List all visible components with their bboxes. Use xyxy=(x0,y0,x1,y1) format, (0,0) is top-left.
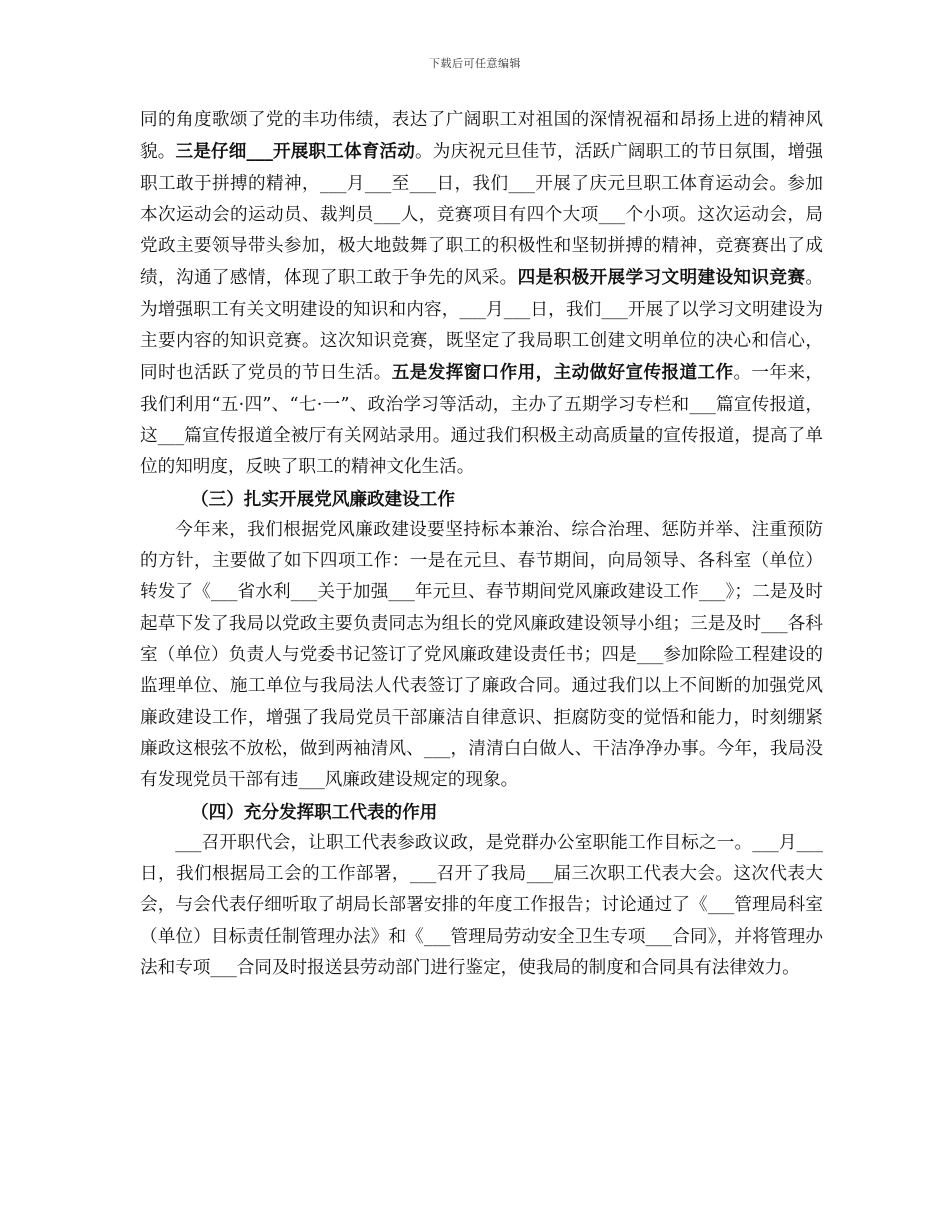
paragraph-integrity: 今年来，我们根据党风廉政建设要坚持标本兼治、综合治理、惩防并举、注重预防的方针，主要做了如下四项工作：一是在元旦、春节期间，向局领导、各科室（单位）转发了《___省水利___关于加强___年元旦、春节期间党风廉政建设工作___》；二是及时起草下发了我局以党政主要负责同志为组长的党风廉政建设领导小组；三是及时___各科室（单位）负责人与党委书记签订了党风廉政建设责任书；四是___参加除险工程建设的监理单位、施工单位与我局法人代表签订了廉政合同。通过我们以上不间断的加强党风廉政建设工作，增强了我局党员干部廉洁自律意识、拒腐防变的觉悟和能力，时刻绷紧廉政这根弦不放松，做到两袖清风、___，清清白白做人、干洁净净办事。今年，我局没有发现党员干部有违___风廉政建设规定的现象。 xyxy=(140,519,823,791)
bold-phrase-contest: 四是积极开展学习文明建设知识竞赛 xyxy=(517,267,806,289)
paragraph-text: 同的角度歌颂了党的丰功伟绩，表达了广阔职工对祖国的深情祝福和昂扬上进的精神风貌。 xyxy=(140,110,823,163)
section-heading-3: （三）扎实开展党风廉政建设工作 xyxy=(191,488,455,510)
paragraph-congress: ___召开职代会，让职工代表参政议政，是党群办公室职能工作目标之一。___月___日，我们根据局工会的工作部署，___召开了我局___届三次职工代表大会。这次代表大会，与会代表仔细听取了胡局长部署安排的年度工作报告；讨论通过了《___管理局科室（单位）目标责任制管理办法》和《___管理局劳动安全卫生专项___合同》，并将管理办法和专项___合同及时报送县劳动部门进行鉴定，使我局的制度和合同具有法律效力。 xyxy=(140,832,823,979)
paragraph-text: 。为庆祝元旦佳节，活跃广阔职工的节日氛围，增强职工敢于拼搏的精神，___月___至___日，我们___开展了庆元旦职工体育运动会。参加本次运动会的运动员、裁判员___人，竞赛项目有四个大项___个小项。这次运动会，局党政主要领导带头参加，极大地鼓舞了职工的积极性和坚韧拼搏的精神，竞赛赛出了成绩，沟通了感情，体现了职工敢于争先的风采。 xyxy=(140,142,823,289)
paragraph-text: 。一年来，我们利用“五·四”、“七·一”、政治学习等活动，主办了五期学习专栏和___篇宣传报道，这___篇宣传报道全被厅有关网站录用。通过我们积极主动高质量的宣传报道，提高了单位的知明度，反映了职工的精神文化生活。 xyxy=(140,363,823,478)
bold-phrase-publicity: 五是发挥窗口作用，主动做好宣传报道工作 xyxy=(391,362,734,384)
document-body xyxy=(140,105,823,984)
paragraph-activities xyxy=(140,105,823,484)
section-heading-4: （四）充分发挥职工代表的作用 xyxy=(191,801,438,823)
page-header: 下载后可任意编辑 xyxy=(429,57,521,70)
bold-phrase-sports: 三是仔细___开展职工体育活动 xyxy=(175,141,415,163)
paragraph-text: 。为增强职工有关文明建设的知识和内容，___月___日，我们___开展了以学习文明建设为主要内容的知识竞赛。这次知识竞赛，既坚定了我局职工创建文明单位的决心和信心，同时也活跃了党员的节日生活。 xyxy=(140,268,823,384)
